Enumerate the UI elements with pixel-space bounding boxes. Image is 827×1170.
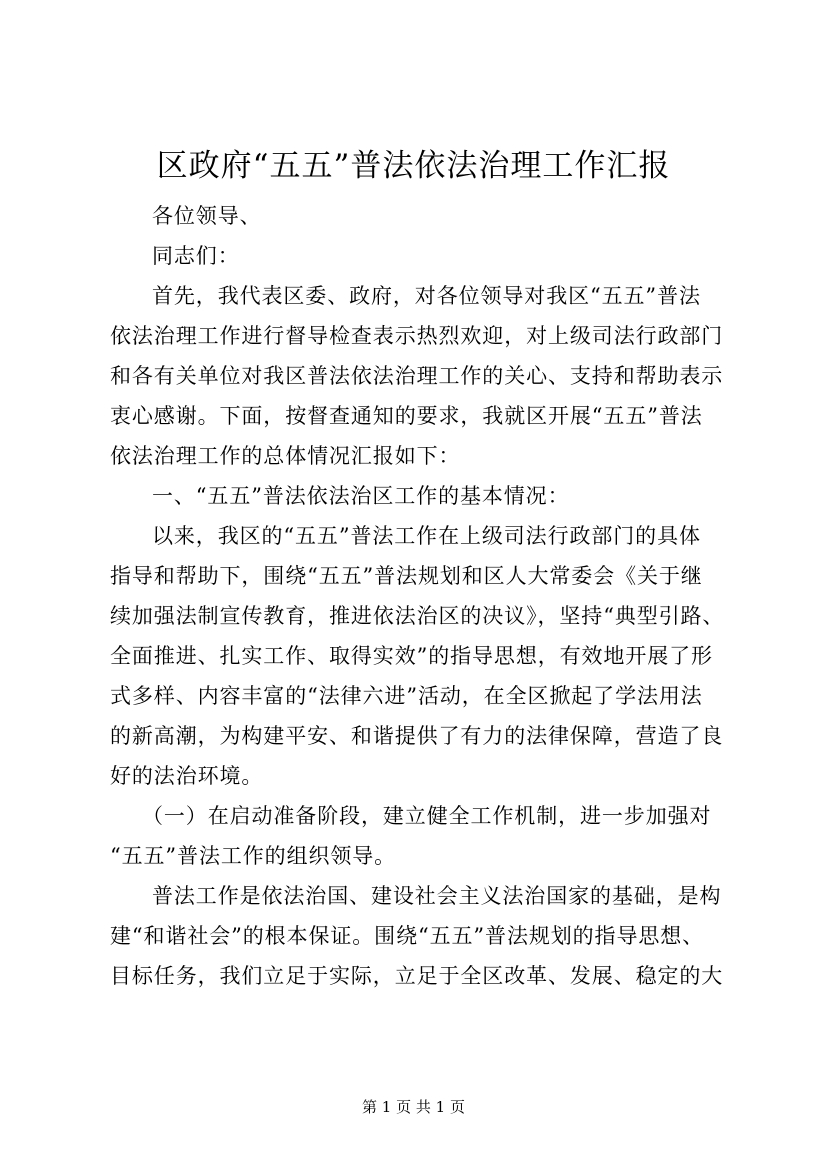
paragraph-line: 衷心感谢。下面，按督查通知的要求，我就区开展“五五”普法: [110, 404, 703, 428]
salutation-line: 同志们：: [152, 244, 240, 268]
subsection-heading: “五五”普法工作的组织领导。: [110, 844, 397, 868]
paragraph-line: 依法治理工作进行督导检查表示热烈欢迎，对上级司法行政部门: [110, 324, 724, 348]
paragraph-line: 和各有关单位对我区普法依法治理工作的关心、支持和帮助表示: [110, 364, 724, 388]
document-body: [110, 196, 725, 996]
paragraph-line: 式多样、内容丰富的“法律六进”活动，在全区掀起了学法用法: [110, 684, 703, 708]
document-title: 区政府“五五”普法依法治理工作汇报: [156, 148, 671, 184]
paragraph-line: 的新高潮，为构建平安、和谐提供了有力的法律保障，营造了良: [110, 724, 724, 748]
paragraph-line: 依法治理工作的总体情况汇报如下：: [110, 444, 461, 468]
paragraph-line: 以来，我区的“五五”普法工作在上级司法行政部门的具体: [152, 524, 701, 548]
paragraph-line: 好的法治环境。: [110, 764, 264, 788]
paragraph-line: 目标任务，我们立足于实际，立足于全区改革、发展、稳定的大: [110, 964, 724, 988]
section-heading: 一、“五五”普法依法治区工作的基本情况：: [152, 484, 570, 508]
page-number-footer: 第 1 页 共 1 页: [362, 1098, 465, 1116]
paragraph-line: 首先，我代表区委、政府，对各位领导对我区“五五”普法: [152, 284, 701, 308]
salutation-line: 各位领导、: [152, 204, 262, 228]
paragraph-line: 建“和谐社会”的根本保证。围绕“五五”普法规划的指导思想、: [110, 924, 705, 948]
subsection-heading: （一）在启动准备阶段，建立健全工作机制，进一步加强对: [142, 804, 712, 828]
paragraph-line: 普法工作是依法治国、建设社会主义法治国家的基础，是构: [152, 884, 722, 908]
paragraph-line: 指导和帮助下，围绕“五五”普法规划和区人大常委会《关于继: [110, 564, 703, 588]
paragraph-line: 续加强法制宣传教育，推进依法治区的决议》，坚持“典型引路、: [110, 604, 725, 628]
paragraph-line: 全面推进、扎实工作、取得实效”的指导思想，有效地开展了形: [110, 644, 713, 668]
